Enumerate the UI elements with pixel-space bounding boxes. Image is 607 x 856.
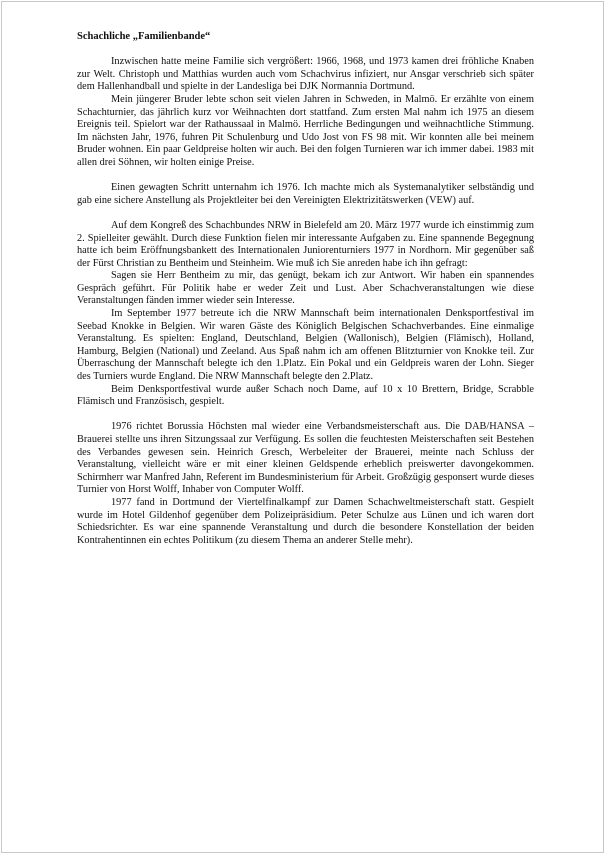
paragraph-congress: Auf dem Kongreß des Schachbundes NRW in Bielefeld am 20. März 1977 wurde ich einstimmig zum 2. Spielleiter gewählt. Durch diese Funktion fielen mir interessante Aufgaben zu. Eine spannende Begegnung hatte ich beim Eröffnungsbankett des Internationalen Juniorenturniers 1977 in Nordhorn. Mir gegenüber saß der Fürst Christian zu Bentheim und Steinheim. Wie muß ich Sie anreden habe ich ihn gefragt: [77,219,534,269]
paragraph-borussia: 1976 richtet Borussia Höchsten mal wieder eine Verbandsmeisterschaft aus. Die DAB/HANSA – Brauerei stellte uns ihren Sitzungssaal zur Verfügung. Es sollen die feuchtesten Meisterschaften seit Bestehen des Verbandes gewesen sein. Heinrich Gresch, Werbeleiter der Brauerei, meinte nach Schluss der Veranstaltung, vielleicht wäre er mit einer kleinen Geldspende erheblich preiswerter davongekommen. Schirmherr war Manfred Jahn, Referent im Bundesministerium für Arbeit. Großzügig gesponsert wurde dieses Turnier von Horst Wolff, Inhaber von Computer Wolff. [77,421,534,496]
paragraph-gap [77,170,534,183]
paragraph-gap [77,207,534,220]
paragraph-family: Inzwischen hatte meine Familie sich vergrößert: 1966, 1968, und 1973 kamen drei fröhliche Knaben zur Welt. Christoph und Matthias wurden auch vom Schachvirus infiziert, nur Ansgar verschrieb sich später dem Hallenhandball und spielte in der Landesliga bei DJK Normannia Dortmund. [77,56,534,93]
paragraph-bentheim: Sagen sie Herr Bentheim zu mir, das genügt, bekam ich zur Antwort. Wir haben ein spannendes Gespräch geführt. Für Politik habe er weder Zeit und Lust. Aber Schachveranstaltungen wie diese Veranstaltungen fänden immer wieder sein Interesse. [77,270,534,307]
page [1,1,604,853]
paragraph-knokke: Im September 1977 betreute ich die NRW Mannschaft beim internationalen Denksportfestival im Seebad Knokke in Belgien. Wir waren Gäste des Königlich Belgischen Schachverbandes. Eine einmalige Veranstaltung. Es spielten: England, Deutschland, Belgien (Wallonisch), Belgien (Flämisch), Holland, Hamburg, Belgien (National) und Zeeland. Aus Spaß nahm ich am offenen Blitzturnier von Knokke teil. Zur Überraschung der Mannschaft belegte ich den 1.Platz. Ein Pokal und ein Geldpreis waren der Lohn. Sieger des Turniers wurde England. Die NRW Mannschaft belegte den 2.Platz. [77,308,534,383]
paragraph-malmoe: Mein jüngerer Bruder lebte schon seit vielen Jahren in Schweden, in Malmö. Er erzählte von einem Schachturnier, das jährlich kurz vor Weihnachten dort stattfand. Zum ersten Mal nahm ich 1975 an diesem Ereignis teil. Spielort war der Rathaussaal in Malmö. Herrliche Bedingungen und weihnachtliche Stimmung. Im nächsten Jahr, 1976, fuhren Pit Schulenburg und Udo Jost von FS 98 mit. Wir konnten alle bei meinem Bruder wohnen. Ein paar Geldpreise holten wir auch. Bei den folgen Turnieren war ich immer dabei. 1983 mit allen drei Söhnen, wir holten einige Preise. [77,93,534,168]
paragraph-worldchampionship: 1977 fand in Dortmund der Viertelfinalkampf zur Damen Schachweltmeisterschaft statt. Gespielt wurde im Hotel Gildenhof gegenüber dem Polizeipräsidium. Peter Schulze aus Lünen und ich waren dort Schiedsrichter. Es war eine spannende Veranstaltung und durch die besondere Konstellation der beiden Kontrahentinnen ein echtes Politikum (zu diesem Thema an anderer Stelle mehr). [77,496,534,546]
paragraph-gap [77,409,534,422]
paragraph-denksport: Beim Denksportfestival wurde außer Schach noch Dame, auf 10 x 10 Brettern, Bridge, Scrabble Flämisch und Französisch, gespielt. [77,383,534,408]
paragraph-self-employed: Einen gewagten Schritt unternahm ich 1976. Ich machte mich als Systemanalytiker selbständig und gab eine sichere Anstellung als Projektleiter bei den Vereinigten Elektrizitätswerken (VEW) auf. [77,182,534,206]
document-body [77,31,534,547]
document-title: Schachliche „Familienbande“ [77,31,211,42]
